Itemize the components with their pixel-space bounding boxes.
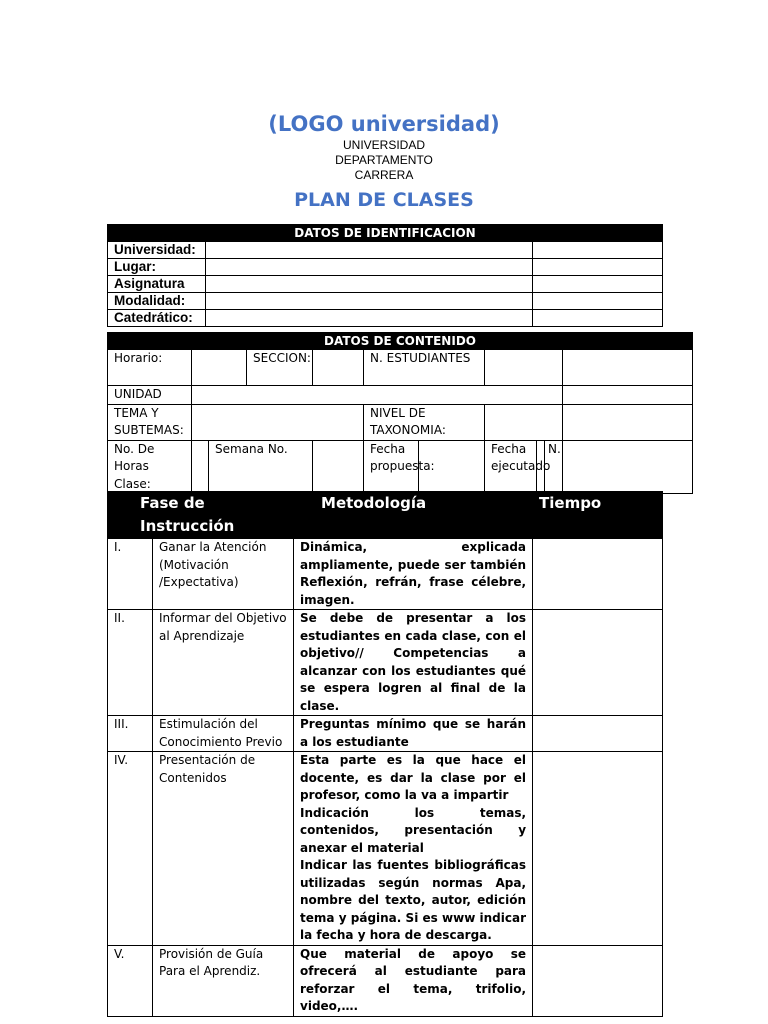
identification-header: DATOS DE IDENTIFICACION	[108, 225, 663, 242]
n-extra	[563, 440, 693, 494]
phase-column-header: Fase de Instrucción	[108, 492, 294, 539]
phase-name: Ganar la Atención (Motivación /Expectativa)	[153, 539, 294, 610]
taxonomy-label: NIVEL DE TAXONOMIA:	[364, 404, 485, 440]
phase-name: Provisión de Guía Para el Aprendiz.	[153, 945, 294, 1016]
phase-number: II.	[108, 610, 153, 716]
methodology-paragraph: Indicar las fuentes bibliográficas utilizadas según normas Apa, nombre del texto, autor, edición tema y página. Si es www indicar la fecha y hora de descarga.	[300, 858, 527, 942]
university-extra	[533, 242, 663, 259]
table-row	[108, 752, 663, 946]
topic-field[interactable]	[192, 404, 364, 440]
students-extra	[563, 350, 693, 386]
phase-number: III.	[108, 716, 153, 752]
subject-label: Asignatura	[108, 276, 206, 293]
proposed-date-label: Fecha propuesta:	[364, 440, 419, 494]
unit-extra	[563, 386, 693, 405]
professor-extra	[533, 310, 663, 327]
department-line: DEPARTAMENTO	[335, 153, 433, 167]
phase-methodology: Preguntas mínimo que se harán a los estudiante	[294, 716, 533, 752]
phase-methodology	[294, 752, 533, 946]
phase-time-field[interactable]	[533, 610, 663, 716]
modality-label: Modalidad:	[108, 293, 206, 310]
phase-number: IV.	[108, 752, 153, 946]
phase-methodology: Se debe de presentar a los estudiantes en cada clase, con el objetivo// Competencias a alcanzar con los estudiantes qué se espera logren al final de la clase.	[294, 610, 533, 716]
document-header	[0, 110, 768, 213]
schedule-label: Horario:	[108, 350, 192, 386]
career-line: CARRERA	[354, 168, 414, 182]
content-table	[107, 332, 693, 494]
place-field[interactable]	[206, 259, 533, 276]
n-label: N.	[545, 440, 563, 494]
methodology-column-header: Metodología	[294, 492, 533, 539]
taxonomy-extra	[563, 404, 693, 440]
phase-time-field[interactable]	[533, 945, 663, 1016]
table-row	[108, 716, 663, 752]
week-field[interactable]	[313, 440, 364, 494]
executed-date-label: Fecha ejecutado	[485, 440, 537, 494]
university-line: UNIVERSIDAD	[342, 138, 425, 152]
phase-time-field[interactable]	[533, 752, 663, 946]
phase-time-field[interactable]	[533, 539, 663, 610]
phase-name: Estimulación del Conocimiento Previo	[153, 716, 294, 752]
modality-extra	[533, 293, 663, 310]
identification-table	[107, 224, 663, 327]
phase-number: V.	[108, 945, 153, 1016]
table-row	[108, 945, 663, 1016]
students-field[interactable]	[485, 350, 563, 386]
phase-methodology: Dinámica, explicada ampliamente, puede ser también Reflexión, refrán, frase célebre, imagen.	[294, 539, 533, 610]
subject-extra	[533, 276, 663, 293]
unit-field[interactable]	[192, 386, 563, 405]
hours-field[interactable]	[192, 440, 209, 494]
phase-name: Informar del Objetivo al Aprendizaje	[153, 610, 294, 716]
professor-field[interactable]	[206, 310, 533, 327]
topic-label: TEMA Y SUBTEMAS:	[108, 404, 192, 440]
hours-label: No. De Horas Clase:	[108, 440, 192, 494]
phase-time-field[interactable]	[533, 716, 663, 752]
section-label: SECCION:	[247, 350, 313, 386]
students-label: N. ESTUDIANTES	[364, 350, 485, 386]
methodology-paragraph: Esta parte es la que hace el docente, es dar la clase por el profesor, como la va a impartir	[300, 753, 527, 802]
logo-placeholder: (LOGO universidad)	[268, 112, 500, 136]
subject-field[interactable]	[206, 276, 533, 293]
phase-number: I.	[108, 539, 153, 610]
time-column-header: Tiempo	[533, 492, 663, 539]
place-label: Lugar:	[108, 259, 206, 276]
content-header: DATOS DE CONTENIDO	[108, 333, 693, 350]
university-label: Universidad:	[108, 242, 206, 259]
professor-label: Catedrático:	[108, 310, 206, 327]
week-label: Semana No.	[209, 440, 313, 494]
section-field[interactable]	[313, 350, 364, 386]
unit-label: UNIDAD	[108, 386, 192, 405]
phase-methodology: Que material de apoyo se ofrecerá al estudiante para reforzar el tema, trifolio, video,….	[294, 945, 533, 1016]
document-title: PLAN DE CLASES	[294, 189, 474, 211]
table-row	[108, 539, 663, 610]
place-extra	[533, 259, 663, 276]
phase-name: Presentación de Contenidos	[153, 752, 294, 946]
taxonomy-field[interactable]	[485, 404, 563, 440]
table-row	[108, 610, 663, 716]
instruction-table	[107, 491, 663, 1017]
methodology-paragraph: Indicación los temas, contenidos, presentación y anexar el material	[300, 805, 527, 855]
university-field[interactable]	[206, 242, 533, 259]
schedule-field[interactable]	[192, 350, 247, 386]
modality-field[interactable]	[206, 293, 533, 310]
